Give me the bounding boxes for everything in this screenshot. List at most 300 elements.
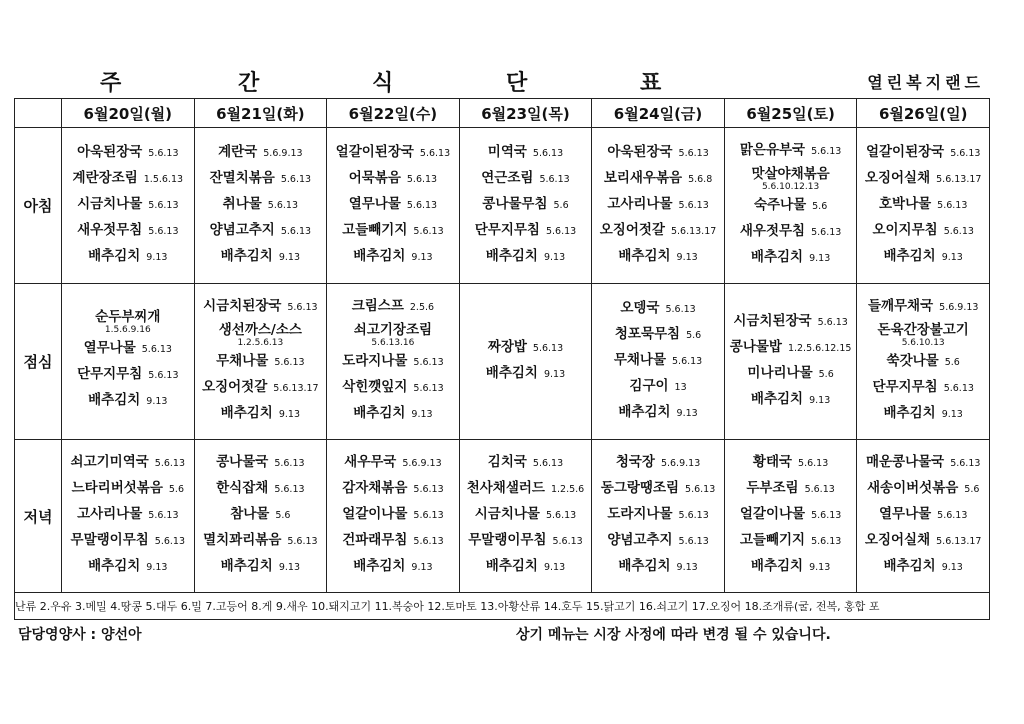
allergen-codes: 5.6 — [812, 201, 828, 213]
day-header: 6월21일(화) — [194, 99, 327, 128]
organization-name: 열린복지랜드 — [867, 73, 984, 92]
dish-name: 쑥갓나물 — [886, 353, 939, 370]
menu-item — [195, 451, 327, 477]
dish-name: 멸치꽈리볶음 — [203, 532, 282, 549]
allergen-codes: 5.6.13 — [678, 147, 709, 159]
dish-name: 양념고추지 — [607, 532, 673, 549]
dish-name: 단무지무침 — [872, 379, 938, 396]
meal-label: 점심 — [15, 284, 62, 440]
dish-name: 숙주나물 — [753, 197, 807, 214]
dish-name: 배추김치 — [220, 247, 273, 264]
day-header: 6월23일(목) — [459, 99, 592, 128]
dish-name: 도라지나물 — [342, 353, 408, 370]
menu-item — [62, 193, 194, 219]
dish-name: 계란국 — [218, 143, 258, 160]
allergen-codes: 5.6.13.17 — [936, 536, 982, 548]
menu-item — [857, 402, 989, 428]
menu-cell — [62, 128, 195, 284]
menu-item — [62, 219, 194, 245]
dish-name: 배추김치 — [220, 558, 273, 575]
allergen-codes: 5.6.13.17 — [273, 383, 319, 395]
meal-row — [15, 128, 990, 284]
allergen-codes: 5.6 — [275, 510, 291, 522]
dish-name: 시금치된장국 — [733, 312, 812, 329]
allergen-codes: 9.13 — [146, 251, 168, 263]
menu-cell — [62, 284, 195, 440]
dish-name: 잔멸치볶음 — [209, 169, 275, 186]
allergen-codes: 9.13 — [941, 409, 963, 421]
dish-name: 들깨무채국 — [867, 298, 934, 315]
allergen-codes: 5.6.13 — [413, 510, 444, 522]
allergen-codes: 5.6.13 — [811, 227, 842, 239]
allergy-legend: 난류 2.우유 3.메밀 4.땅콩 5.대두 6.밀 7.고등어 8.게 9.새우 10.돼지고기 11.복숭아 12.토마토 13.아황산류 14.호두 15.닭고기 16.쇠고기 17.오징어 18.조개류(굴, 전복, 홍합 포 — [15, 593, 990, 620]
weekly-menu-table — [14, 98, 990, 620]
allergen-codes: 5.6 — [168, 484, 184, 496]
dish-name: 무말랭이무침 — [70, 532, 149, 549]
dish-name: 배추김치 — [353, 558, 406, 575]
title-char: 주 — [100, 71, 122, 96]
allergen-codes: 5.6.13 — [406, 199, 438, 211]
dish-name: 참나물 — [230, 506, 270, 523]
allergen-codes: 5.6.13.17 — [670, 225, 717, 237]
allergen-codes: 9.13 — [676, 407, 698, 419]
allergen-codes: 5.6.13 — [950, 147, 981, 159]
dish-name: 열무나물 — [348, 195, 401, 212]
allergen-codes: 5.6.13 — [148, 510, 179, 522]
dish-name: 어묵볶음 — [348, 169, 401, 186]
day-header: 6월20일(월) — [62, 99, 195, 128]
menu-item — [725, 336, 857, 362]
menu-item — [62, 555, 194, 581]
allergen-codes: 5.6 — [686, 329, 702, 341]
allergen-codes: 5.6.13 — [413, 383, 444, 395]
dish-name: 배추김치 — [750, 558, 804, 575]
allergen-codes: 5.6.13 — [274, 458, 305, 470]
menu-item — [195, 167, 327, 193]
allergen-codes: 9.13 — [278, 251, 300, 263]
dish-name: 순두부찌개 — [95, 309, 161, 326]
menu-item — [195, 503, 327, 529]
menu-item — [592, 141, 724, 167]
allergen-codes: 5.6.13 — [141, 344, 172, 356]
menu-item — [460, 529, 592, 555]
allergen-codes: 5.6.9.13 — [402, 458, 442, 470]
allergen-codes: 5.6 — [818, 368, 834, 380]
allergen-codes: 5.6.13 — [148, 199, 179, 211]
menu-item — [857, 477, 989, 503]
dish-name: 한식잡채 — [216, 480, 269, 497]
allergen-codes: 9.13 — [809, 562, 831, 574]
menu-cell — [194, 284, 327, 440]
dish-name: 연근조림 — [481, 169, 534, 186]
menu-cell — [592, 128, 725, 284]
dish-name: 동그랑땡조림 — [600, 480, 680, 497]
allergen-codes: 5.6.13 — [804, 484, 835, 496]
allergen-codes: 5.6.13 — [811, 146, 842, 158]
dish-name: 고사리나물 — [607, 195, 673, 212]
menu-item — [460, 219, 592, 245]
title-char: 간 — [238, 71, 260, 96]
allergen-codes: 9.13 — [941, 251, 963, 263]
day-header: 6월26일(일) — [857, 99, 990, 128]
dish-name: 무채나물 — [613, 351, 666, 368]
allergen-codes: 5.6 — [964, 484, 980, 496]
dish-name: 새우젓무침 — [77, 221, 143, 238]
allergen-codes: 9.13 — [543, 562, 566, 574]
title-char: 단 — [506, 71, 528, 96]
allergen-codes: 5.6.13 — [943, 225, 974, 237]
menu-item — [327, 245, 459, 271]
title-char: 표 — [640, 71, 662, 96]
menu-item — [195, 321, 327, 350]
allergen-codes: 1.5.6.9.16 — [104, 325, 151, 336]
menu-item — [460, 477, 592, 503]
menu-item — [592, 451, 724, 477]
dish-name: 맑은유부국 — [739, 142, 806, 159]
allergen-codes: 5.6.13 — [545, 510, 577, 522]
allergen-codes: 5.6.13.16 — [371, 338, 415, 349]
dish-name: 감자채볶음 — [342, 480, 408, 497]
allergen-codes: 5.6.13 — [678, 536, 709, 548]
menu-cell — [857, 128, 990, 284]
allergen-codes: 5.6.13 — [943, 383, 974, 395]
dish-name: 황태국 — [752, 454, 793, 471]
dish-name: 느타리버섯볶음 — [71, 480, 163, 497]
allergen-codes: 5.6.13 — [287, 302, 318, 314]
dish-name: 열무나물 — [878, 506, 932, 523]
menu-item — [327, 402, 459, 428]
dish-name: 시금치나물 — [77, 195, 143, 212]
menu-cell — [857, 440, 990, 593]
menu-item — [460, 141, 592, 167]
dish-name: 배추김치 — [485, 364, 538, 381]
allergen-codes: 5.6.13 — [274, 357, 305, 369]
dish-name: 쇠고기장조림 — [353, 322, 433, 339]
allergen-codes: 5.6.13 — [539, 173, 570, 185]
menu-change-notice: 상기 메뉴는 시장 사정에 따라 변경 될 수 있습니다. — [516, 627, 831, 643]
header-row — [15, 99, 990, 128]
menu-item — [592, 323, 724, 349]
corner-cell — [15, 99, 62, 128]
menu-item — [460, 167, 592, 193]
day-header: 6월25일(토) — [724, 99, 857, 128]
dish-name: 천사채샐러드 — [466, 480, 545, 497]
menu-cell — [327, 440, 460, 593]
allergen-codes: 5.6.13 — [413, 357, 444, 369]
allergen-codes: 5.6.9.13 — [939, 302, 979, 314]
allergen-codes: 9.13 — [809, 253, 831, 265]
allergen-codes: 5.6.13 — [665, 303, 696, 315]
dietitian-name: 담당영양사 : 양선아 — [18, 627, 142, 643]
dish-name: 고들빼기지 — [739, 532, 806, 549]
allergen-codes: 5.6.13 — [148, 370, 179, 382]
dish-name: 미역국 — [487, 143, 527, 160]
menu-item — [195, 295, 327, 321]
dish-name: 배추김치 — [750, 249, 804, 266]
menu-item — [857, 167, 989, 193]
menu-item — [592, 193, 724, 219]
menu-item — [592, 503, 724, 529]
dish-name: 배추김치 — [883, 247, 936, 264]
menu-item — [62, 529, 194, 555]
menu-item — [725, 388, 857, 414]
dish-name: 배추김치 — [618, 403, 671, 420]
allergen-codes: 5.6.13 — [937, 510, 968, 522]
menu-cell — [327, 284, 460, 440]
dish-name: 크림스프 — [351, 298, 404, 315]
menu-cell — [327, 128, 460, 284]
allergen-codes: 5.6.13 — [419, 147, 451, 159]
allergen-codes: 5.6.10.13 — [901, 338, 945, 349]
dish-name: 생선까스/소스 — [218, 322, 302, 339]
menu-item — [195, 219, 327, 245]
menu-item — [460, 451, 592, 477]
dish-name: 무말랭이무침 — [468, 532, 547, 549]
dish-name: 새우무국 — [344, 454, 397, 471]
menu-cell — [724, 128, 857, 284]
dish-name: 배추김치 — [353, 247, 406, 264]
dish-name: 김구이 — [629, 377, 669, 394]
allergen-codes: 5.6.13 — [154, 458, 186, 470]
dish-name: 얼갈이나물 — [739, 506, 806, 523]
menu-cell — [194, 440, 327, 593]
menu-item — [857, 503, 989, 529]
dish-name: 아욱된장국 — [77, 143, 143, 160]
menu-item — [327, 321, 459, 350]
allergen-codes: 5.6.13 — [672, 355, 703, 367]
allergen-codes: 5.6.13 — [950, 458, 981, 470]
dish-name: 삭힌깻잎지 — [342, 379, 408, 396]
allergen-codes: 9.13 — [411, 409, 433, 421]
dish-name: 오이지무침 — [872, 221, 938, 238]
menu-item — [62, 389, 194, 415]
dish-name: 배추김치 — [618, 247, 671, 264]
dish-name: 청국장 — [615, 454, 655, 471]
dish-name: 단무지무침 — [474, 221, 540, 238]
menu-item — [195, 555, 327, 581]
dish-name: 짜장밥 — [487, 338, 527, 355]
allergen-codes: 5.6.13 — [811, 510, 842, 522]
dish-name: 취나물 — [222, 195, 262, 212]
allergen-codes: 5.6.13 — [798, 458, 829, 470]
menu-item — [592, 529, 724, 555]
dish-name: 배추김치 — [353, 405, 406, 422]
dish-name: 매운콩나물국 — [865, 454, 945, 471]
allergen-codes: 9.13 — [411, 251, 433, 263]
dish-name: 맛살야채볶음 — [751, 166, 830, 183]
menu-item — [62, 141, 194, 167]
menu-item — [327, 219, 459, 245]
allergen-codes: 9.13 — [411, 562, 433, 574]
menu-item — [725, 194, 857, 220]
menu-item — [725, 310, 857, 336]
allergen-codes: 9.13 — [543, 368, 566, 380]
menu-cell — [724, 440, 857, 593]
dish-name: 배추김치 — [88, 392, 141, 409]
allergen-codes: 5.6.13 — [280, 173, 312, 185]
menu-item — [327, 193, 459, 219]
allergen-codes: 5.6.13 — [532, 458, 564, 470]
menu-item — [857, 529, 989, 555]
dish-name: 배추김치 — [883, 405, 936, 422]
menu-item — [327, 295, 459, 321]
dish-name: 쇠고기미역국 — [70, 454, 149, 471]
dish-name: 오징어실채 — [864, 169, 931, 186]
allergen-codes: 5.6.13 — [406, 173, 438, 185]
allergen-codes: 1.5.6.13 — [143, 173, 184, 185]
dish-name: 얼갈이된장국 — [865, 143, 945, 160]
allergen-codes: 5.6 — [944, 357, 960, 369]
dish-name: 무채나물 — [216, 353, 269, 370]
menu-item — [725, 362, 857, 388]
menu-item — [327, 167, 459, 193]
menu-item — [62, 503, 194, 529]
dish-name: 콩나물밥 — [729, 338, 782, 355]
menu-item — [327, 477, 459, 503]
menu-item — [592, 401, 724, 427]
menu-item — [195, 402, 327, 428]
allergen-codes: 9.13 — [146, 562, 168, 574]
allergen-codes: 5.6.13 — [678, 510, 709, 522]
dish-name: 배추김치 — [883, 558, 936, 575]
menu-item — [62, 245, 194, 271]
allergen-codes: 5.6.13 — [287, 536, 318, 548]
dish-name: 계란장조림 — [72, 169, 138, 186]
menu-item — [460, 336, 592, 362]
menu-item — [725, 451, 857, 477]
menu-cell — [459, 128, 592, 284]
allergen-codes: 1.2.5.6 — [550, 484, 585, 496]
menu-item — [62, 451, 194, 477]
allergen-codes: 9.13 — [278, 562, 300, 574]
meal-row — [15, 440, 990, 593]
menu-item — [857, 555, 989, 581]
allergen-codes: 5.6.13 — [678, 199, 709, 211]
dish-name: 열무나물 — [83, 340, 136, 357]
meal-row — [15, 284, 990, 440]
menu-item — [725, 477, 857, 503]
dish-name: 시금치된장국 — [203, 298, 282, 315]
allergen-codes: 5.6.13 — [154, 536, 186, 548]
menu-item — [857, 376, 989, 402]
allergen-codes: 5.6.10.12.13 — [761, 182, 820, 193]
allergen-codes: 9.13 — [809, 394, 831, 406]
dish-name: 고들빼기지 — [342, 221, 408, 238]
dish-name: 양념고추지 — [209, 221, 275, 238]
menu-item — [857, 350, 989, 376]
dish-name: 배추김치 — [485, 558, 538, 575]
dish-name: 배추김치 — [485, 247, 538, 264]
menu-cell — [724, 284, 857, 440]
menu-cell — [459, 440, 592, 593]
menu-item — [857, 141, 989, 167]
menu-item — [725, 529, 857, 555]
dish-name: 시금치나물 — [474, 506, 540, 523]
menu-item — [725, 555, 857, 581]
menu-item — [725, 139, 857, 165]
dish-name: 오뎅국 — [620, 299, 660, 316]
day-header: 6월24일(금) — [592, 99, 725, 128]
menu-cell — [592, 284, 725, 440]
dish-name: 두부조림 — [746, 480, 799, 497]
dish-name: 배추김치 — [88, 247, 141, 264]
meal-label: 아침 — [15, 128, 62, 284]
menu-item — [195, 141, 327, 167]
allergen-codes: 5.6.13 — [532, 147, 564, 159]
menu-cell — [592, 440, 725, 593]
menu-item — [460, 245, 592, 271]
dish-name: 콩나물국 — [216, 454, 269, 471]
allergen-codes: 13 — [674, 381, 687, 393]
dish-name: 오징어젓갈 — [599, 221, 665, 238]
menu-item — [725, 220, 857, 246]
menu-item — [327, 555, 459, 581]
allergen-codes: 5.6.13 — [552, 536, 583, 548]
menu-item — [327, 451, 459, 477]
allergen-codes: 9.13 — [676, 251, 698, 263]
menu-cell — [857, 284, 990, 440]
dish-name: 배추김치 — [88, 558, 141, 575]
menu-item — [592, 555, 724, 581]
dish-name: 고사리나물 — [77, 506, 143, 523]
allergen-codes: 9.13 — [146, 396, 168, 408]
menu-item — [195, 376, 327, 402]
menu-item — [195, 245, 327, 271]
title-char: 식 — [372, 71, 394, 96]
dish-name: 배추김치 — [220, 405, 273, 422]
menu-item — [592, 477, 724, 503]
dish-name: 오징어실채 — [864, 532, 931, 549]
allergen-codes: 5.6.13 — [274, 484, 305, 496]
menu-item — [725, 165, 857, 194]
meal-label: 저녁 — [15, 440, 62, 593]
allergen-codes: 5.6.13 — [937, 199, 968, 211]
dish-name: 도라지나물 — [607, 506, 673, 523]
allergen-codes: 5.6.13 — [685, 484, 716, 496]
allergen-codes: 5.6.13 — [413, 536, 444, 548]
dish-name: 배추김치 — [618, 558, 671, 575]
allergen-codes: 5.6.13 — [267, 199, 299, 211]
menu-item — [327, 503, 459, 529]
allergen-codes: 2.5.6 — [409, 302, 435, 314]
menu-item — [62, 363, 194, 389]
menu-item — [62, 477, 194, 503]
menu-item — [725, 246, 857, 272]
dish-name: 새우젓무침 — [739, 223, 806, 240]
dish-name: 콩나물무침 — [482, 195, 548, 212]
menu-item — [195, 350, 327, 376]
menu-item — [592, 297, 724, 323]
allergen-codes: 9.13 — [278, 409, 300, 421]
menu-item — [195, 193, 327, 219]
allergen-codes: 5.6.13 — [148, 225, 179, 237]
allergen-codes: 9.13 — [941, 562, 963, 574]
dish-name: 건파래무침 — [342, 532, 408, 549]
allergen-codes: 5.6.9.13 — [660, 458, 701, 470]
menu-item — [592, 167, 724, 193]
menu-cell — [459, 284, 592, 440]
allergen-codes: 5.6.13 — [280, 225, 312, 237]
menu-item — [460, 555, 592, 581]
dish-name: 보리새우볶음 — [603, 169, 683, 186]
allergen-codes: 5.6.13 — [148, 147, 179, 159]
menu-item — [592, 245, 724, 271]
dish-name: 새송이버섯볶음 — [866, 480, 959, 497]
dish-name: 청포묵무침 — [614, 325, 681, 342]
allergen-codes: 5.6.13 — [413, 484, 444, 496]
menu-item — [327, 141, 459, 167]
menu-item — [857, 245, 989, 271]
